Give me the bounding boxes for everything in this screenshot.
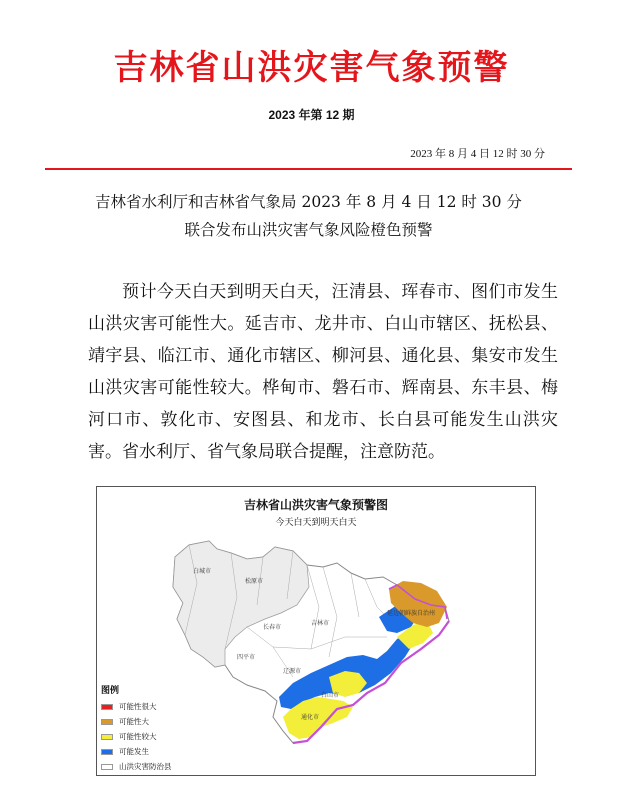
header-divider [45, 168, 572, 170]
map-subtitle: 今天白天到明天白天 [275, 518, 357, 528]
issue-datetime: 2023 年 8 月 4 日 12 时 30 分 [410, 148, 545, 160]
legend-item [101, 744, 201, 759]
legend-label: 山洪灾害防治县 [119, 762, 172, 771]
label-baishan: 白山市 [321, 692, 340, 699]
label-tonghua: 通化市 [301, 714, 320, 721]
legend-label: 可能性大 [119, 717, 149, 726]
lead-text [45, 188, 572, 244]
label-baicheng: 白城市 [193, 568, 212, 575]
legend-item [101, 729, 201, 744]
legend-swatch-white [101, 764, 113, 770]
page-title: 吉林省山洪灾害气象预警 [113, 48, 510, 88]
legend-swatch-orange [101, 719, 113, 725]
label-liaoyuan: 辽源市 [283, 668, 302, 675]
legend-label: 可能发生 [119, 747, 149, 756]
legend-item [101, 714, 201, 729]
legend-swatch-yellow [101, 734, 113, 740]
label-siping: 四平市 [237, 654, 256, 661]
label-jilin: 吉林市 [311, 620, 330, 627]
issue-number: 2023 年第 12 期 [268, 108, 355, 122]
label-yanbian: 延边朝鲜族自治州 [387, 610, 436, 617]
warning-paragraph: 预计今天白天到明天白天，汪清县、珲春市、图们市发生山洪灾害可能性大。延吉市、龙井市、白山市辖区、抚松县、靖宇县、临江市、通化市辖区、柳河县、通化县、集安市发生山洪灾害可能性较大。桦甸市、磐石市、辉南县、东丰县、梅河口市、敦化市、安图县、和龙市、长白县可能发生山洪灾害。省水利厅、省气象局联合提醒，注意防范。 [88, 282, 558, 462]
legend-title: 图例 [101, 686, 120, 696]
map-title: 吉林省山洪灾害气象预警图 [243, 498, 388, 512]
lead-line-2: 联合发布山洪灾害气象风险橙色预警 [184, 221, 433, 239]
legend-swatch-blue [101, 749, 113, 755]
legend-swatch-red [101, 704, 113, 710]
legend-label: 可能性很大 [119, 702, 157, 711]
label-songyuan: 松原市 [245, 578, 264, 585]
warning-map [96, 486, 536, 776]
lead-line-1: 吉林省水利厅和吉林省气象局 2023 年 8 月 4 日 12 时 30 分 [95, 193, 522, 211]
label-changchun: 长春市 [263, 624, 282, 631]
legend-label: 可能性较大 [119, 732, 157, 741]
legend-item [101, 759, 201, 774]
map-legend [101, 683, 201, 774]
legend-item [101, 699, 201, 714]
